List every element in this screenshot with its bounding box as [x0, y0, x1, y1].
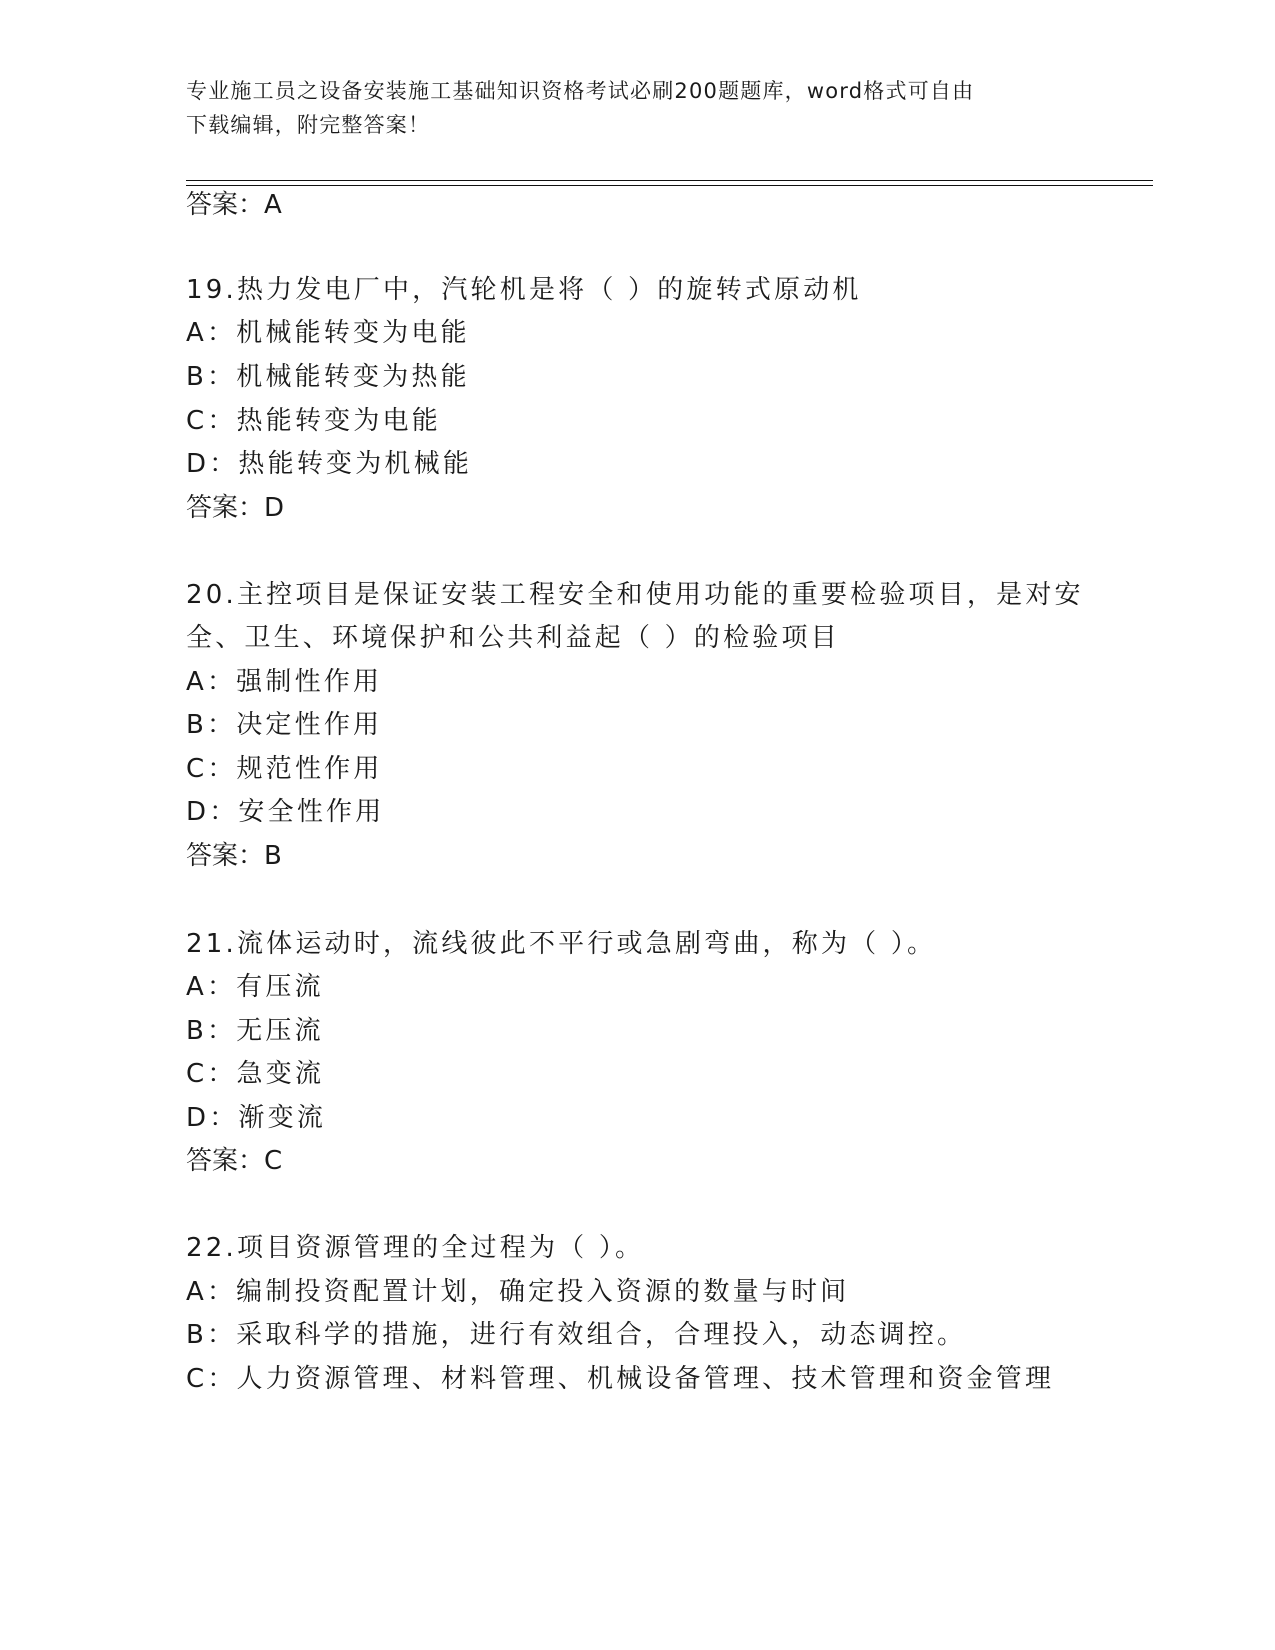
question-22-option-c: C：人力资源管理、材料管理、机械设备管理、技术管理和资金管理 [186, 1364, 1055, 1394]
question-20-option-d: D：安全性作用 [186, 797, 385, 827]
answer-prev: 答案：A [186, 190, 282, 220]
header-line-1: 专业施工员之设备安装施工基础知识资格考试必刷200题题库，word格式可自由 [186, 79, 975, 103]
question-21-option-d: D：渐变流 [186, 1103, 327, 1133]
header-line-2: 下载编辑，附完整答案！ [186, 113, 431, 137]
question-20-option-a: A：强制性作用 [186, 667, 383, 697]
question-19-option-d: D：热能转变为机械能 [186, 449, 473, 479]
question-20-option-b: B：决定性作用 [186, 710, 383, 740]
question-19-option-c: C：热能转变为电能 [186, 406, 441, 436]
header-rule-top [186, 180, 1153, 181]
question-22-option-b: B：采取科学的措施，进行有效组合，合理投入，动态调控。 [186, 1320, 967, 1350]
question-19-option-a: A：机械能转变为电能 [186, 318, 470, 348]
question-19-stem: 19.热力发电厂中，汽轮机是将（ ）的旋转式原动机 [186, 275, 862, 305]
question-21-option-a: A：有压流 [186, 972, 324, 1002]
question-20-answer: 答案：B [186, 841, 282, 871]
question-21-answer: 答案：C [186, 1146, 283, 1176]
question-20-option-c: C：规范性作用 [186, 754, 383, 784]
document-header [186, 74, 1076, 142]
question-21-option-b: B：无压流 [186, 1016, 324, 1046]
question-22-stem: 22.项目资源管理的全过程为（ ）。 [186, 1233, 645, 1263]
question-19-option-b: B：机械能转变为热能 [186, 362, 470, 392]
question-20-stem-line-2: 全、卫生、环境保护和公共利益起（ ）的检验项目 [186, 623, 840, 653]
header-rule-bottom [186, 185, 1153, 186]
question-22-option-a: A：编制投资配置计划，确定投入资源的数量与时间 [186, 1277, 850, 1307]
question-19-answer: 答案：D [186, 493, 285, 523]
question-20-stem-line-1: 20.主控项目是保证安装工程安全和使用功能的重要检验项目，是对安 [186, 580, 1084, 610]
question-21-stem: 21.流体运动时，流线彼此不平行或急剧弯曲，称为（ ）。 [186, 929, 937, 959]
question-21-option-c: C：急变流 [186, 1059, 325, 1089]
